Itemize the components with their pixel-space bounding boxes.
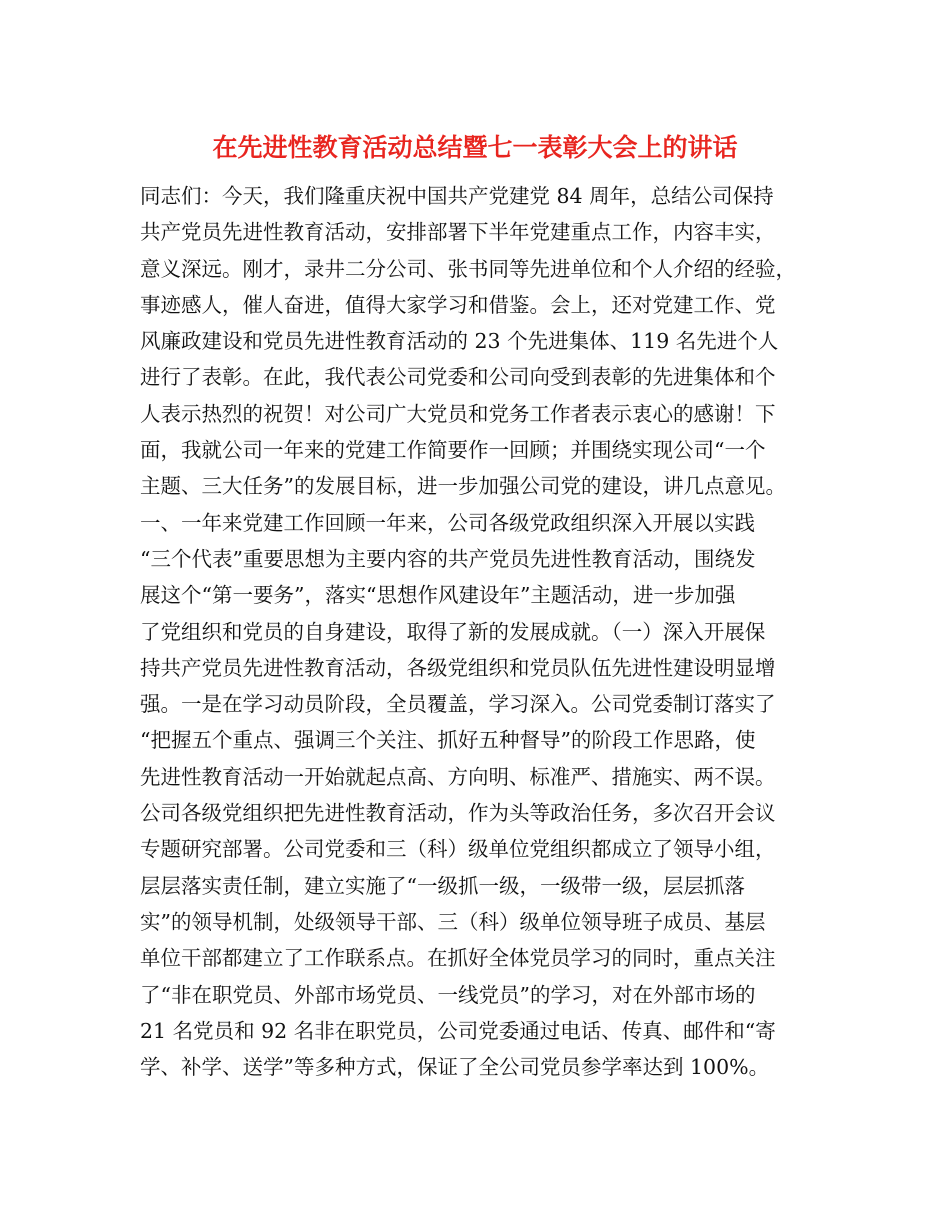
document-body <box>140 178 840 1085</box>
body-line: 事迹感人，催人奋进，值得大家学习和借鉴。会上，还对党建工作、党 <box>140 292 776 317</box>
body-line: 进行了表彰。在此，我代表公司党委和公司向受到表彰的先进集体和个 <box>140 365 776 390</box>
body-line: 一、一年来党建工作回顾一年来，公司各级党政组织深入开展以实践 <box>140 510 755 535</box>
document-title: 在先进性教育活动总结暨七一表彰大会上的讲话 <box>212 133 738 162</box>
body-line: 实”的领导机制，处级领导干部、三（科）级单位领导班子成员、基层 <box>140 909 766 934</box>
body-line: 先进性教育活动一开始就起点高、方向明、标准严、措施实、两不误。 <box>140 764 776 789</box>
body-line: 了党组织和党员的自身建设，取得了新的发展成就。（一）深入开展保 <box>140 619 766 644</box>
body-line: 公司各级党组织把先进性教育活动，作为头等政治任务，多次召开会议 <box>140 801 776 826</box>
body-line: “把握五个重点、强调三个关注、抓好五种督导”的阶段工作思路，使 <box>140 728 756 753</box>
body-line: 共产党员先进性教育活动，安排部署下半年党建重点工作，内容丰实， <box>140 220 776 245</box>
body-line: 持共产党员先进性教育活动，各级党组织和党员队伍先进性建设明显增 <box>140 655 776 680</box>
body-line: 层层落实责任制，建立实施了“一级抓一级，一级带一级，层层抓落 <box>140 873 745 898</box>
body-line: 强。一是在学习动员阶段，全员覆盖，学习深入。公司党委制订落实了 <box>140 692 776 717</box>
body-line: 人表示热烈的祝贺！对公司广大党员和党务工作者表示衷心的感谢！下 <box>140 401 776 426</box>
body-line: “三个代表”重要思想为主要内容的共产党员先进性教育活动，围绕发 <box>140 546 756 571</box>
body-line: 单位干部都建立了工作联系点。在抓好全体党员学习的同时，重点关注 <box>140 946 776 971</box>
body-line: 面，我就公司一年来的党建工作简要作一回顾；并围绕实现公司“一个 <box>140 438 766 463</box>
body-line: 学、补学、送学”等多种方式，保证了全公司党员参学率达到 100%。 <box>140 1055 770 1080</box>
body-line: 21 名党员和 92 名非在职党员，公司党委通过电话、传真、邮件和“寄 <box>140 1018 776 1043</box>
body-line: 了“非在职党员、外部市场党员、一线党员”的学习，对在外部市场的 <box>140 982 756 1007</box>
body-line: 风廉政建设和党员先进性教育活动的 23 个先进集体、119 名先进个人 <box>140 329 779 354</box>
body-line: 专题研究部署。公司党委和三（科）级单位党组织都成立了领导小组， <box>140 837 776 862</box>
body-line: 同志们：今天，我们隆重庆祝中国共产党建党 84 周年，总结公司保持 <box>140 184 774 208</box>
body-line: 主题、三大任务”的发展目标，进一步加强公司党的建设，讲几点意见。 <box>140 474 786 499</box>
body-line: 意义深远。刚才，录井二分公司、张书同等先进单位和个人介绍的经验， <box>140 256 796 281</box>
body-line: 展这个“第一要务”，落实“思想作风建设年”主题活动，进一步加强 <box>140 583 736 608</box>
